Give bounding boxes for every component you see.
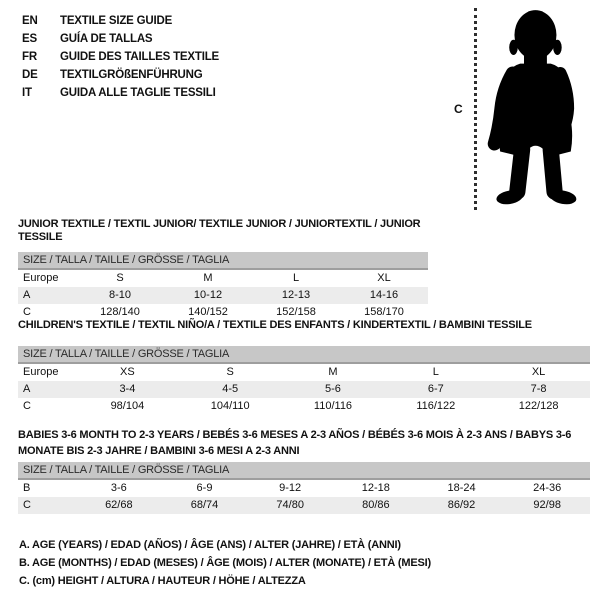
language-row-de xyxy=(22,66,219,84)
size-header-bar: SIZE / TALLA / TAILLE / GRÖSSE / TAGLIA xyxy=(18,346,590,364)
table-row-months xyxy=(18,480,590,497)
age-cell: 12-18 xyxy=(361,482,390,494)
section-title: BABIES 3-6 MONTH TO 2-3 YEARS / BEBÉS 3-6 MESES A 2-3 AÑOS / BÉBÉS 3-6 MOIS À 2-3 ANS / BABYS 3-6 MONATE BIS 2-3 JAHRE / BAMBINI 3-6 MESI A 2-3 ANNI xyxy=(18,429,572,457)
age-cell: 4-5 xyxy=(222,383,239,395)
section-babies-textile xyxy=(18,427,590,514)
table-row-height xyxy=(18,497,590,514)
row-label: Europe xyxy=(23,272,59,284)
size-cell: XL xyxy=(531,366,546,378)
height-cell: 80/86 xyxy=(362,499,390,511)
height-cell: 140/152 xyxy=(188,306,228,318)
table-row-height xyxy=(18,398,590,415)
row-label: A xyxy=(23,289,31,301)
height-cell: 116/122 xyxy=(416,400,456,412)
height-cell: 152/158 xyxy=(276,306,316,318)
baby-silhouette-icon xyxy=(482,6,587,211)
row-label: Europe xyxy=(23,366,59,378)
baby-figure xyxy=(440,0,600,220)
height-cell: 158/170 xyxy=(364,306,404,318)
height-cell: 104/110 xyxy=(210,400,250,412)
junior-size-table xyxy=(18,252,428,321)
language-row-es xyxy=(22,30,219,48)
row-label: B xyxy=(23,482,31,494)
table-row-europe xyxy=(18,364,590,381)
age-cell: 8-10 xyxy=(108,289,132,301)
language-row-en xyxy=(22,12,219,30)
age-cell: 6-9 xyxy=(196,482,213,494)
table-row-age xyxy=(18,381,590,398)
section-junior-textile xyxy=(18,218,428,321)
section-childrens-textile xyxy=(18,319,590,415)
height-cell: 110/116 xyxy=(313,400,353,412)
language-title: TEXTILE SIZE GUIDE xyxy=(60,15,173,27)
language-code: ES xyxy=(22,33,37,45)
language-code: FR xyxy=(22,51,37,63)
language-title-list xyxy=(22,12,219,102)
age-cell: 24-36 xyxy=(533,482,562,494)
size-header-bar: SIZE / TALLA / TAILLE / GRÖSSE / TAGLIA xyxy=(18,252,428,270)
legend-line-a: A. AGE (YEARS) / EDAD (AÑOS) / ÂGE (ANS) / ALTER (JAHRE) / ETÀ (ANNI) xyxy=(19,539,401,551)
babies-size-table xyxy=(18,462,590,514)
legend-line-c: C. (cm) HEIGHT / ALTURA / HAUTEUR / HÖHE / ALTEZZA xyxy=(19,575,306,587)
height-measure-dotted-line xyxy=(474,8,477,210)
height-measure-label: C xyxy=(454,102,463,116)
language-title: GUIDE DES TAILLES TEXTILE xyxy=(60,51,219,63)
language-code: EN xyxy=(22,15,38,27)
height-cell: 68/74 xyxy=(190,499,219,511)
age-cell: 6-7 xyxy=(427,383,444,395)
size-cell: XS xyxy=(120,366,135,378)
size-header-bar: SIZE / TALLA / TAILLE / GRÖSSE / TAGLIA xyxy=(18,462,590,480)
section-title: JUNIOR TEXTILE / TEXTIL JUNIOR/ TEXTILE JUNIOR / JUNIORTEXTIL / JUNIOR TESSILE xyxy=(18,218,421,243)
age-cell: 3-6 xyxy=(110,482,127,494)
age-cell: 9-12 xyxy=(279,482,302,494)
legend-line-b: B. AGE (MONTHS) / EDAD (MESES) / ÂGE (MOIS) / ALTER (MONATE) / ETÀ (MESI) xyxy=(19,557,431,569)
language-row-fr xyxy=(22,48,219,66)
children-size-table xyxy=(18,346,590,415)
size-cell: XL xyxy=(377,272,391,284)
size-cell: S xyxy=(226,366,234,378)
age-cell: 12-13 xyxy=(281,289,311,301)
row-label: C xyxy=(23,499,31,511)
height-cell: 62/68 xyxy=(105,499,133,511)
age-cell: 5-6 xyxy=(325,383,341,395)
age-cell: 18-24 xyxy=(447,482,476,494)
age-cell: 3-4 xyxy=(119,383,136,395)
size-cell: L xyxy=(432,366,439,378)
height-cell: 128/140 xyxy=(100,306,140,318)
age-cell: 10-12 xyxy=(193,289,223,301)
table-row-europe xyxy=(18,270,428,287)
size-cell: L xyxy=(292,272,300,284)
section-title: CHILDREN'S TEXTILE / TEXTIL NIÑO/A / TEXTILE DES ENFANTS / KINDERTEXTIL / BAMBINI TESSILE xyxy=(18,319,532,331)
size-cell: M xyxy=(203,272,213,284)
height-cell: 74/80 xyxy=(276,499,304,511)
language-code: IT xyxy=(22,87,32,99)
table-row-age xyxy=(18,287,428,304)
size-cell: M xyxy=(328,366,338,378)
row-label: C xyxy=(23,400,31,412)
height-cell: 122/128 xyxy=(518,400,559,412)
row-label: C xyxy=(23,306,31,318)
language-code: DE xyxy=(22,69,38,81)
size-cell: S xyxy=(116,272,124,284)
language-title: TEXTILGRÖßENFÜHRUNG xyxy=(60,69,203,81)
height-cell: 98/104 xyxy=(110,400,145,412)
language-row-it xyxy=(22,84,219,102)
height-cell: 86/92 xyxy=(447,499,476,511)
language-title: GUIDA ALLE TAGLIE TESSILI xyxy=(60,87,216,99)
measure-legend xyxy=(19,536,431,590)
language-title: GUÍA DE TALLAS xyxy=(60,33,153,45)
row-label: A xyxy=(23,383,31,395)
age-cell: 7-8 xyxy=(530,383,547,395)
age-cell: 14-16 xyxy=(369,289,399,301)
height-cell: 92/98 xyxy=(533,499,561,511)
